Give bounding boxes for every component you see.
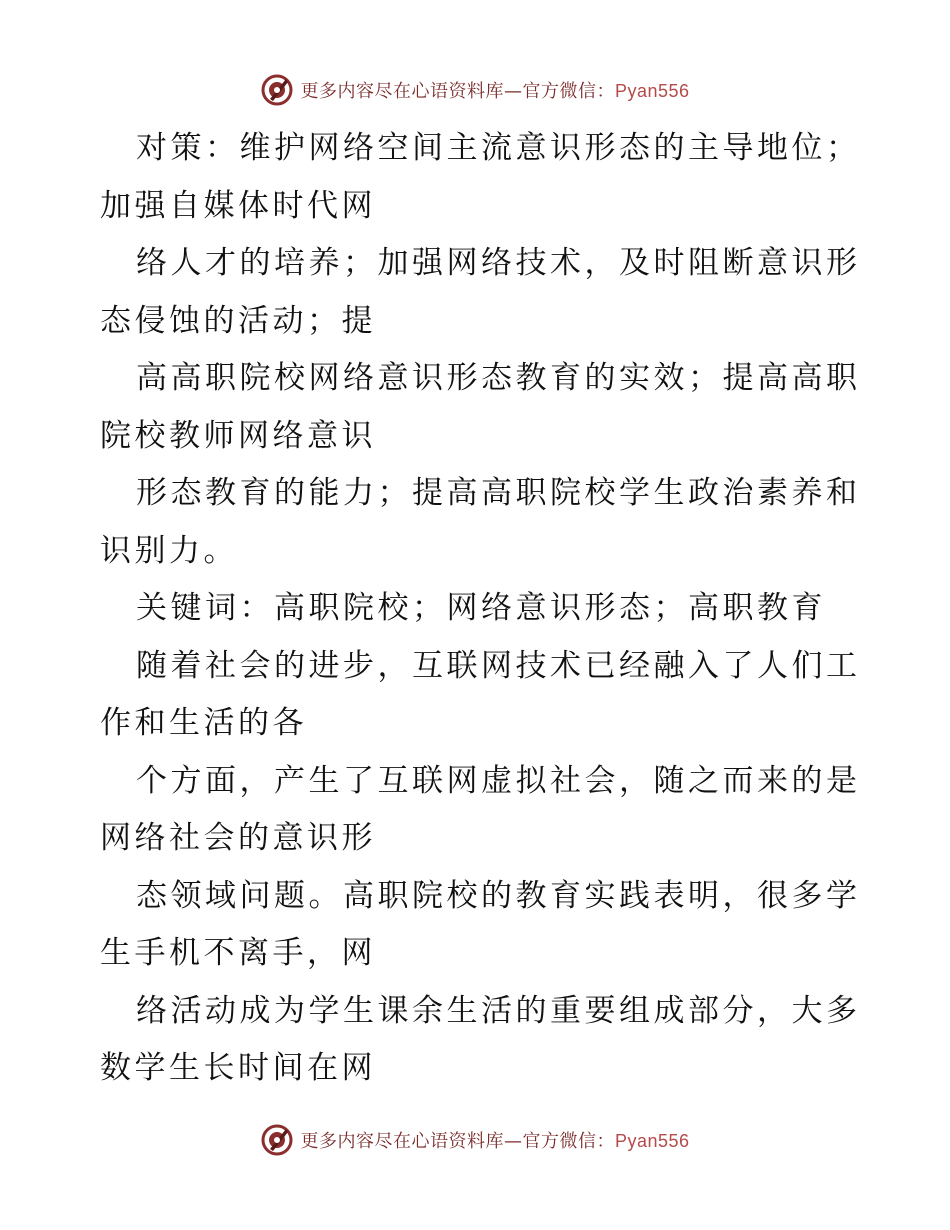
header-separator: — [503,81,523,102]
header-text [300,77,689,103]
text-line: 数学生长时间在网 [100,1050,376,1086]
text-line: 关键词：高职院校；网络意识形态；高职教育 [136,590,826,626]
footer-banner [0,1120,950,1160]
footer-wechat-id: Pyan556 [614,1131,690,1151]
quill-seal-icon [260,1123,294,1157]
footer-text [300,1127,689,1153]
footer-wechat-label: 官方微信： [522,1131,615,1152]
text-line: 络人才的培养；加强网络技术，及时阻断意识形 [136,245,861,281]
footer-brand: 更多内容尽在心语资料库 [300,1131,504,1152]
text-line: 态侵蚀的活动；提 [100,302,376,339]
document-body [100,120,860,1098]
quill-seal-icon [260,73,294,107]
text-line: 高高职院校网络意识形态教育的实效；提高高职 [136,360,861,396]
header-wechat-label: 官方微信： [522,81,615,102]
text-line: 加强自媒体时代网 [100,187,376,224]
text-line: 个方面，产生了互联网虚拟社会，随之而来的是 [136,762,861,799]
text-line: 网络社会的意识形 [100,820,376,856]
footer-separator: — [503,1131,523,1152]
text-line: 院校教师网络意识 [100,417,376,454]
text-line: 随着社会的进步，互联网技术已经融入了人们工 [136,647,861,684]
text-line: 识别力。 [100,532,238,569]
text-line: 形态教育的能力；提高高职院校学生政治素养和 [136,475,861,511]
text-line: 生手机不离手，网 [100,935,376,971]
text-line: 作和生活的各 [100,705,307,741]
text-line: 络活动成为学生课余生活的重要组成部分，大多 [136,992,861,1029]
header-banner [0,70,950,110]
text-line: 态领域问题。高职院校的教育实践表明，很多学 [136,877,861,914]
text-line: 对策：维护网络空间主流意识形态的主导地位； [136,130,861,166]
header-wechat-id: Pyan556 [614,81,690,101]
header-brand: 更多内容尽在心语资料库 [300,81,504,102]
